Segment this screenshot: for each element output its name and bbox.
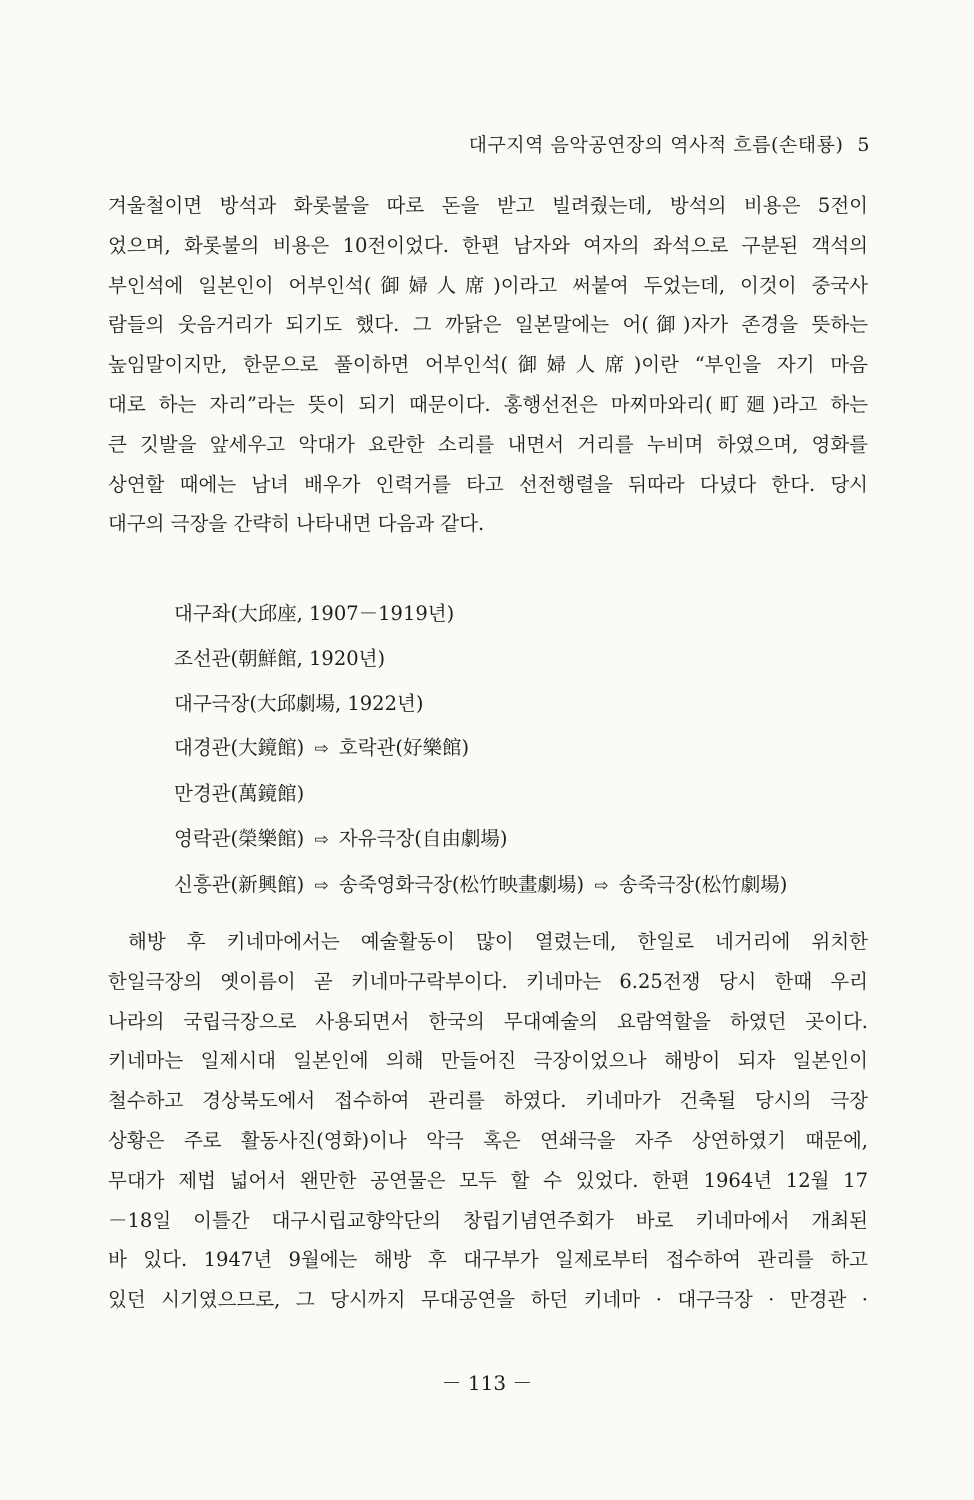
paragraph-2-line: －18일 이틀간 대구시립교향악단의 창립기념연주회가 바로 키네마에서 개최된 bbox=[108, 1208, 868, 1232]
running-header-title: 대구지역 음악공연장의 역사적 흐름(손태룡) bbox=[468, 134, 844, 156]
theater-name: 대구좌(大邱座, 1907－1919년) bbox=[174, 602, 455, 625]
theater-successor-name: 자유극장(自由劇場) bbox=[338, 826, 508, 850]
paragraph-2-line: 나라의 국립극장으로 사용되면서 한국의 무대예술의 요람역할을 하였던 곳이다. bbox=[108, 1009, 868, 1033]
theater-name: 영락관(榮樂館) bbox=[174, 826, 305, 850]
theater-name: 대구극장(大邱劇場, 1922년) bbox=[174, 691, 424, 715]
theater-name: 대경관(大鏡館) bbox=[174, 736, 305, 760]
right-arrow-icon: ⇨ bbox=[594, 875, 609, 896]
theater-name: 신흥관(新興館) bbox=[174, 872, 305, 896]
paragraph-2-line: 바 있다. 1947년 9월에는 해방 후 대구부가 일제로부터 접수하여 관리를 하고 bbox=[108, 1248, 868, 1272]
right-arrow-icon: ⇨ bbox=[314, 739, 329, 760]
paragraph-2-line: 있던 시기였으므로, 그 당시까지 무대공연을 하던 키네마 · 대구극장 · 만경관 · bbox=[108, 1288, 868, 1312]
paragraph-2-line: 무대가 제법 넓어서 왠만한 공연물은 모두 할 수 있었다. 한편 1964년 12월 17 bbox=[108, 1168, 868, 1192]
paragraph-2 bbox=[108, 922, 868, 1320]
paragraph-2-line: 키네마는 일제시대 일본인에 의해 만들어진 극장이었으나 해방이 되자 일본인이 bbox=[108, 1049, 868, 1073]
paragraph-2-line: 상황은 주로 활동사진(영화)이나 악극 혹은 연쇄극을 자주 상연하였기 때문에, bbox=[108, 1128, 868, 1152]
running-header-page-number: 5 bbox=[857, 134, 870, 156]
theater-successor-name: 송죽영화극장(松竹映畫劇場) bbox=[338, 872, 585, 896]
theater-list-item bbox=[174, 726, 787, 772]
paragraph-2-line: 해방 후 키네마에서는 예술활동이 많이 열렸는데, 한일로 네거리에 위치한 bbox=[128, 930, 868, 953]
paragraph-1-line: 었으며, 화롯불의 비용은 10전이었다. 한편 남자와 여자의 좌석으로 구분된 객석의 bbox=[108, 233, 868, 257]
paragraph-1-line: 대구의 극장을 간략히 나타내면 다음과 같다. bbox=[108, 512, 485, 536]
theater-name: 만경관(萬鏡館) bbox=[174, 782, 305, 806]
paragraph-1-line: 상연할 때에는 남녀 배우가 인력거를 타고 선전행렬을 뒤따라 다녔다 한다. 당시 bbox=[108, 472, 868, 496]
theater-list bbox=[174, 592, 787, 909]
paragraph-1-line: 대로 하는 자리”라는 뜻이 되기 때문이다. 홍행선전은 마찌마와리(町廻)라고 하는 bbox=[108, 392, 868, 416]
paragraph-1-line: 높임말이지만, 한문으로 풀이하면 어부인석(御婦人席)이란 “부인을 자기 마음 bbox=[108, 353, 868, 377]
right-arrow-icon: ⇨ bbox=[314, 829, 329, 850]
theater-successor-name: 호락관(好樂館) bbox=[338, 736, 470, 760]
paragraph-1-line: 람들의 웃음거리가 되기도 했다. 그 까닭은 일본말에는 어(御)자가 존경을 뜻하는 bbox=[108, 313, 868, 337]
theater-name: 조선관(朝鮮館, 1920년) bbox=[174, 646, 386, 670]
theater-successor-name: 송죽극장(松竹劇場) bbox=[618, 872, 788, 896]
paragraph-2-line: 한일극장의 옛이름이 곧 키네마구락부이다. 키네마는 6.25전쟁 당시 한때 우리 bbox=[108, 969, 868, 993]
theater-list-item bbox=[174, 592, 787, 637]
page-number: － 113 － bbox=[441, 1371, 533, 1395]
paragraph-1-line: 부인석에 일본인이 어부인석(御婦人席)이라고 써붙여 두었는데, 이것이 중국사 bbox=[108, 273, 868, 297]
paragraph-1-line: 겨울철이면 방석과 화롯불을 따로 돈을 받고 빌려줬는데, 방석의 비용은 5전이 bbox=[108, 194, 868, 217]
theater-list-item bbox=[174, 817, 787, 863]
theater-list-item bbox=[174, 637, 787, 682]
theater-list-item bbox=[174, 682, 787, 727]
paragraph-1-line: 큰 깃발을 앞세우고 악대가 요란한 소리를 내면서 거리를 누비며 하였으며, 영화를 bbox=[108, 432, 868, 456]
right-arrow-icon: ⇨ bbox=[314, 875, 329, 896]
paragraph-1 bbox=[108, 186, 868, 544]
theater-list-item bbox=[174, 863, 787, 909]
running-header bbox=[469, 130, 870, 157]
theater-list-item bbox=[174, 772, 787, 817]
paragraph-2-line: 철수하고 경상북도에서 접수하여 관리를 하였다. 키네마가 건축될 당시의 극장 bbox=[108, 1089, 868, 1113]
